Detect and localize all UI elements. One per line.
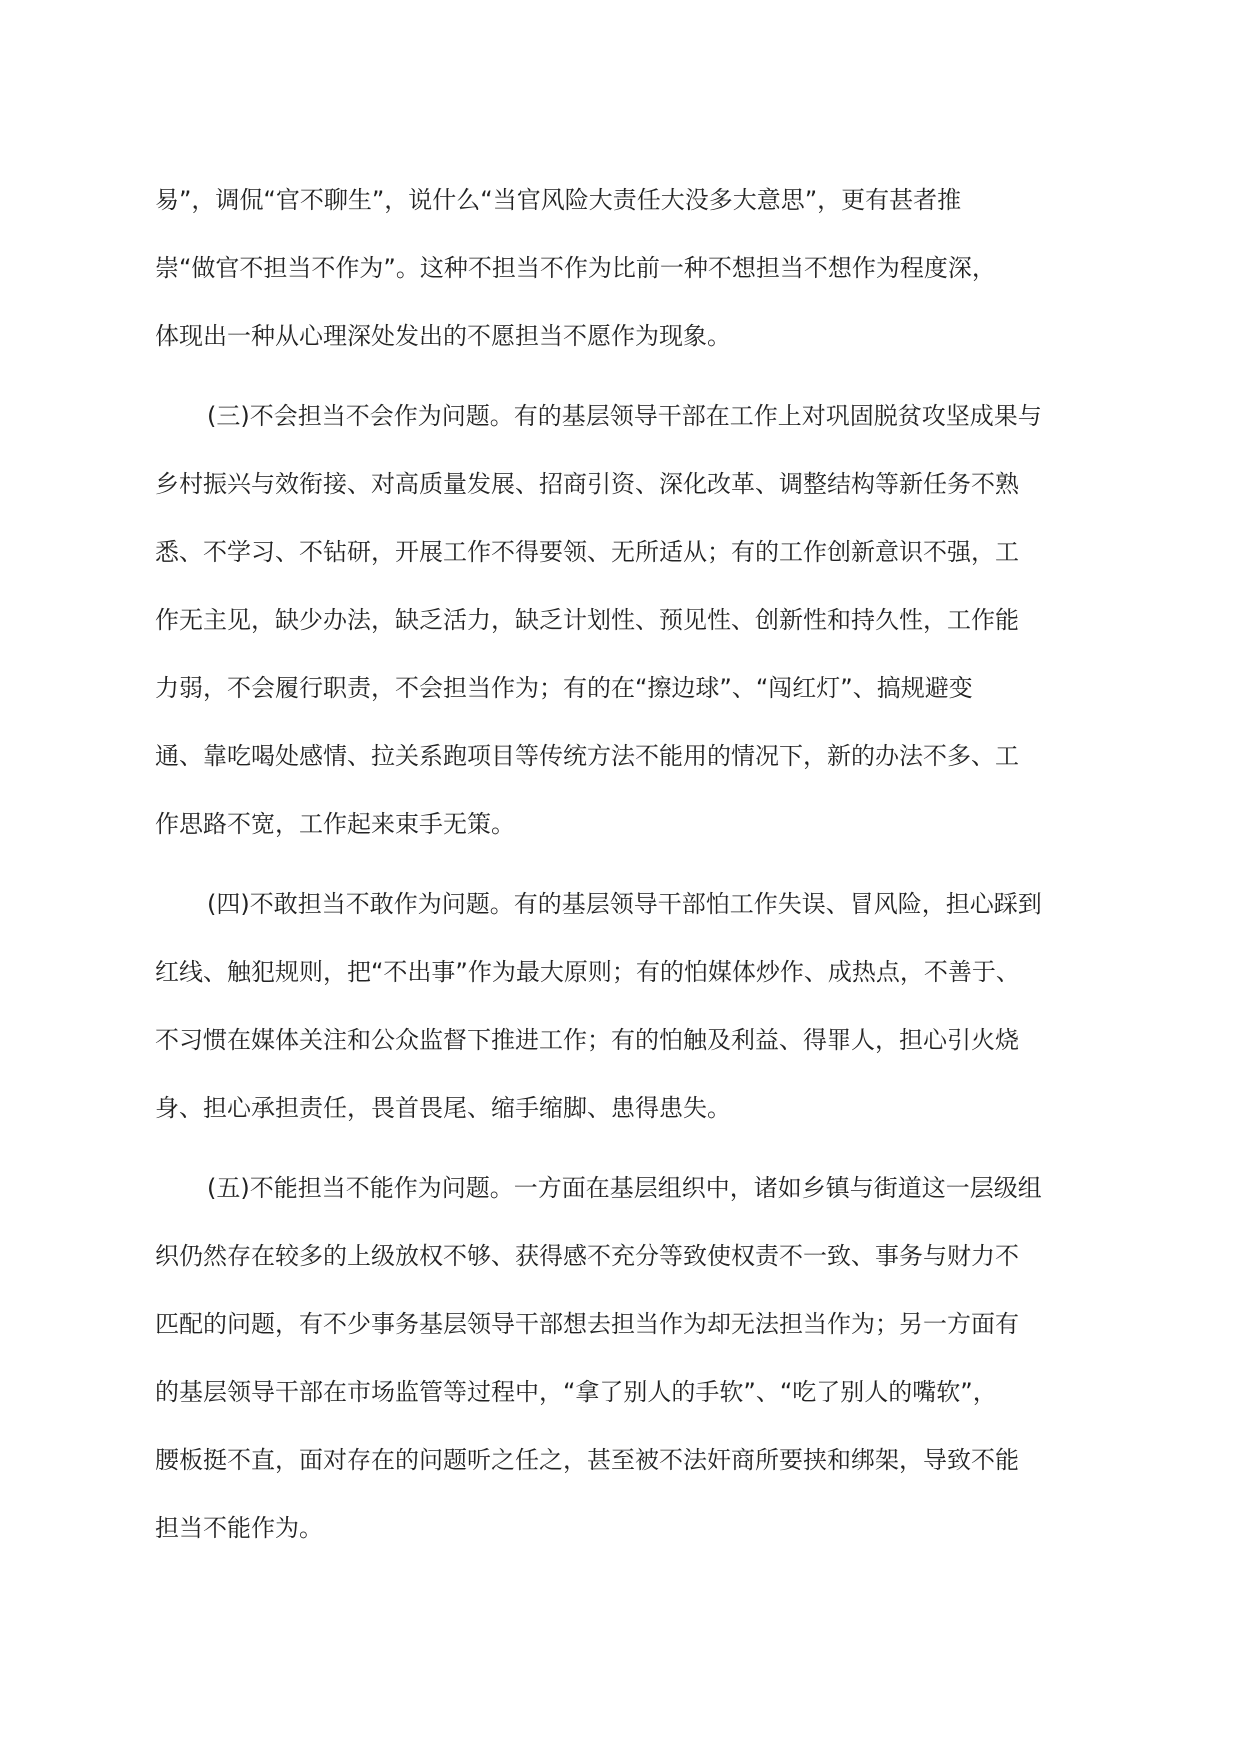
text-line: 悉、不学习、不钻研，开展工作不得要领、无所适从；有的工作创新意识不强，工 bbox=[155, 538, 1019, 566]
text-line: 的基层领导干部在市场监管等过程中，“拿了别人的手软”、“吃了别人的嘴软”， bbox=[155, 1378, 997, 1406]
text-line: 通、靠吃喝处感情、拉关系跑项目等传统方法不能用的情况下，新的办法不多、工 bbox=[155, 742, 1019, 770]
text-line: 腰板挺不直，面对存在的问题听之任之，甚至被不法奸商所要挟和绑架，导致不能 bbox=[155, 1446, 1019, 1474]
text-line: 红线、触犯规则，把“不出事”作为最大原则；有的怕媒体炒作、成热点，不善于、 bbox=[155, 958, 1020, 986]
body-text bbox=[155, 188, 1095, 1596]
text-line: 作无主见，缺少办法，缺乏活力，缺乏计划性、预见性、创新性和持久性，工作能 bbox=[155, 606, 1019, 634]
text-line: 身、担心承担责任，畏首畏尾、缩手缩脚、患得患失。 bbox=[155, 1094, 731, 1122]
paragraph-5 bbox=[155, 1176, 1095, 1584]
text-line: (五)不能担当不能作为问题。一方面在基层组织中，诸如乡镇与街道这一层级组 bbox=[207, 1174, 1042, 1202]
text-line: 力弱，不会履行职责，不会担当作为；有的在“擦边球”、“闯红灯”、搞规避变 bbox=[155, 674, 973, 702]
paragraph-4 bbox=[155, 892, 1095, 1164]
text-line: 乡村振兴与效衔接、对高质量发展、招商引资、深化改革、调整结构等新任务不熟 bbox=[155, 470, 1019, 498]
text-line: 作思路不宽，工作起来束手无策。 bbox=[155, 810, 515, 838]
text-line: 担当不能作为。 bbox=[155, 1514, 323, 1542]
text-line: 体现出一种从心理深处发出的不愿担当不愿作为现象。 bbox=[155, 322, 731, 350]
paragraph-3 bbox=[155, 404, 1095, 880]
text-line: (四)不敢担当不敢作为问题。有的基层领导干部怕工作失误、冒风险，担心踩到 bbox=[207, 890, 1042, 918]
text-line: 匹配的问题，有不少事务基层领导干部想去担当作为却无法担当作为；另一方面有 bbox=[155, 1310, 1019, 1338]
text-line: 不习惯在媒体关注和公众监督下推进工作；有的怕触及利益、得罪人，担心引火烧 bbox=[155, 1026, 1019, 1054]
text-line: (三)不会担当不会作为问题。有的基层领导干部在工作上对巩固脱贫攻坚成果与 bbox=[207, 402, 1042, 430]
text-line: 崇“做官不担当不作为”。这种不担当不作为比前一种不想担当不想作为程度深， bbox=[155, 254, 996, 282]
paragraph-2-continuation bbox=[155, 188, 1095, 392]
text-line: 织仍然存在较多的上级放权不够、获得感不充分等致使权责不一致、事务与财力不 bbox=[155, 1242, 1019, 1270]
text-line: 易”，调侃“官不聊生”，说什么“当官风险大责任大没多大意思”，更有甚者推 bbox=[155, 186, 962, 214]
